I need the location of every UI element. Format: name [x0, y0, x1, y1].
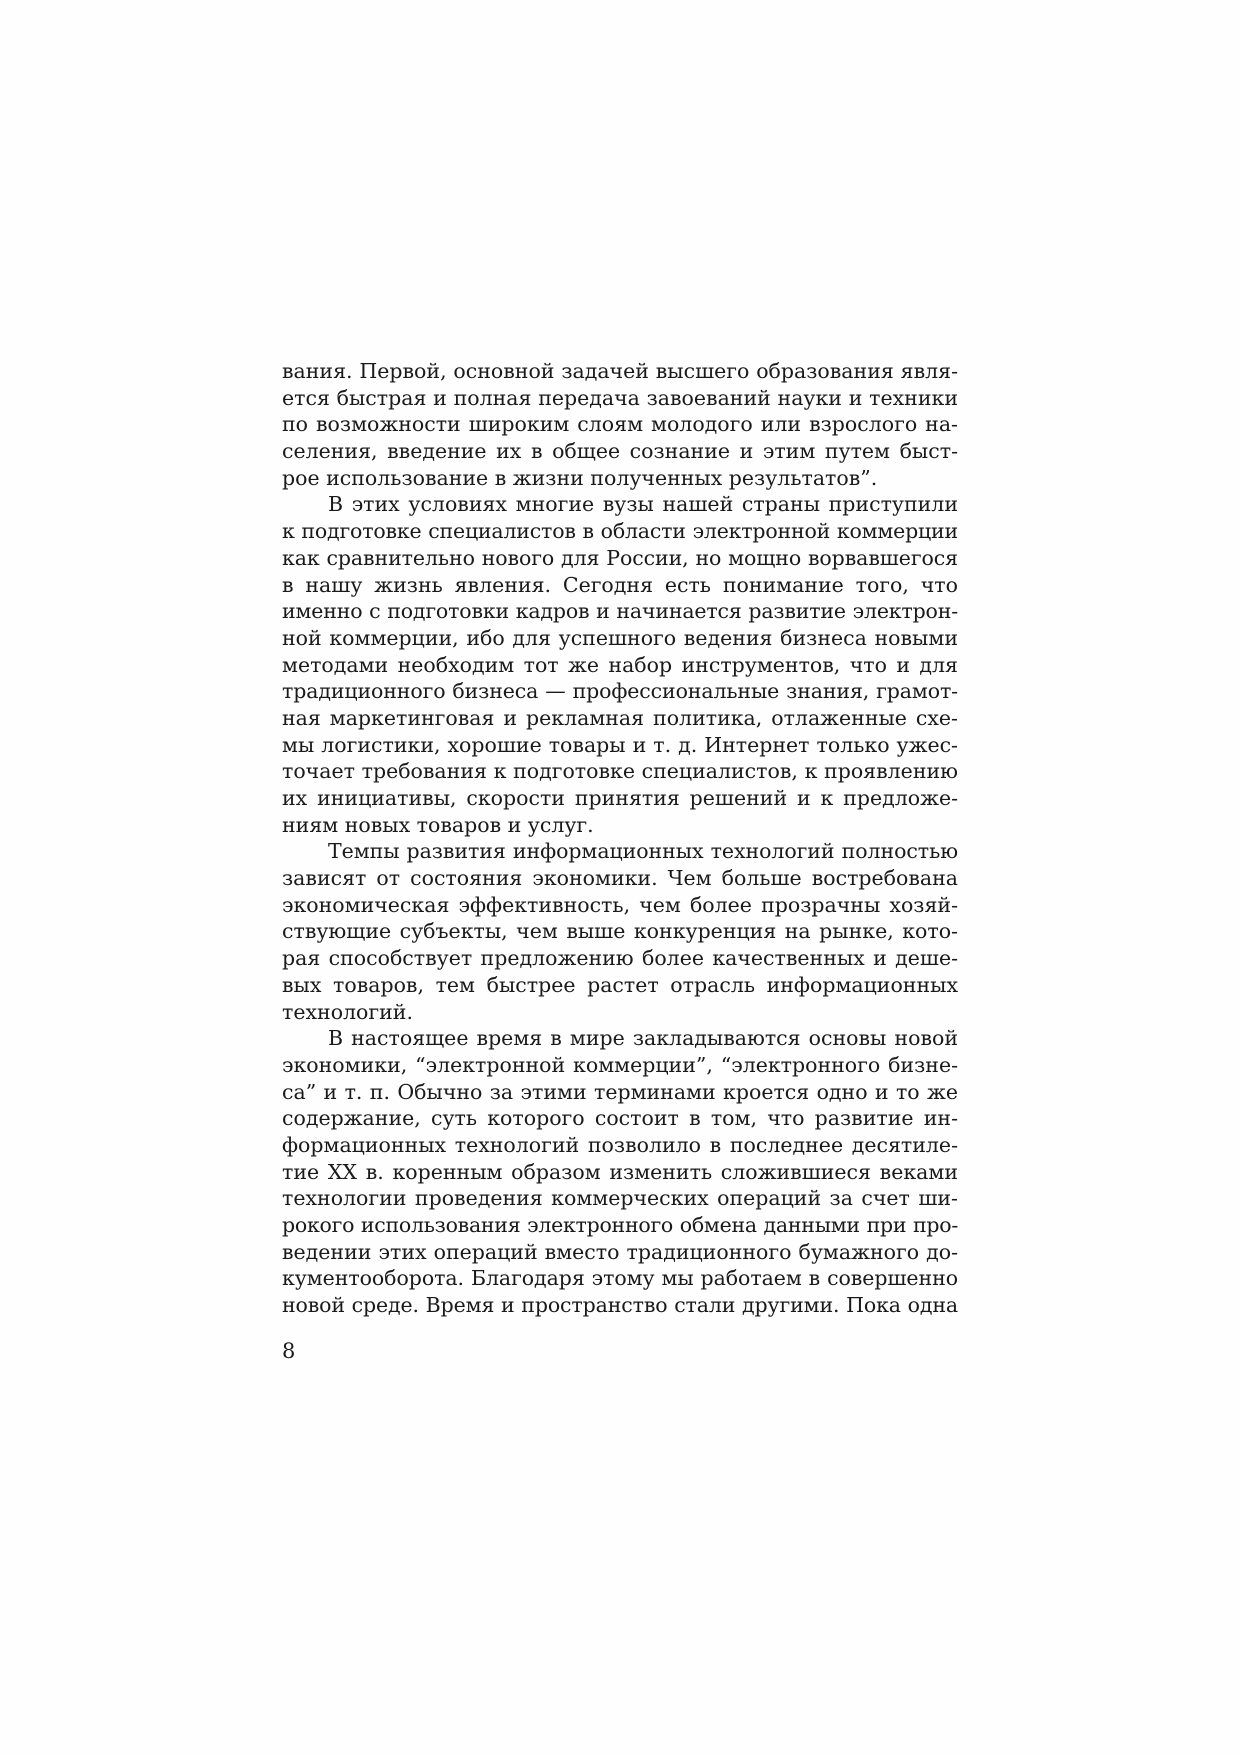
- text-line: как сравнительно нового для России, но мощно ворвавшегося: [282, 545, 958, 570]
- text-line: Темпы развития информационных технологий полностью: [328, 839, 958, 864]
- text-line: ниям новых товаров и услуг.: [282, 812, 594, 837]
- text-line: селения, введение их в общее сознание и этим путем быст-: [282, 439, 958, 464]
- page-number: 8: [282, 1339, 296, 1363]
- text-line: зависят от состояния экономики. Чем больше востребована: [282, 866, 958, 891]
- text-line: формационных технологий позволило в последнее десятиле-: [282, 1132, 958, 1157]
- text-line: методами необходим тот же набор инструментов, что и для: [282, 652, 958, 677]
- text-line: в нашу жизнь явления. Сегодня есть понимание того, что: [282, 572, 958, 597]
- text-line: рое использование в жизни полученных результатов”.: [282, 465, 878, 490]
- text-line: ствующие субъекты, чем выше конкуренция на рынке, кото-: [282, 919, 958, 944]
- text-line: по возможности широким слоям молодого или взрослого на-: [282, 412, 958, 437]
- text-line: точает требования к подготовке специалистов, к проявлению: [282, 759, 958, 784]
- text-line: ется быстрая и полная передача завоеваний науки и техники: [282, 385, 958, 410]
- text-line: кументооборота. Благодаря этому мы работаем в совершенно: [282, 1266, 958, 1291]
- text-line: рокого использования электронного обмена данными при про-: [282, 1213, 958, 1237]
- text-line: технологий.: [282, 999, 413, 1024]
- text-line: экономическая эффективность, чем более прозрачны хозяй-: [282, 892, 958, 917]
- text-line: ной коммерции, ибо для успешного ведения бизнеса новыми: [282, 625, 958, 650]
- paragraph-3: [282, 838, 958, 1025]
- text-line: традиционного бизнеса — профессиональные знания, грамот-: [282, 679, 958, 704]
- body-text: [282, 358, 958, 1319]
- text-line: В этих условиях многие вузы нашей страны приступили: [328, 492, 958, 517]
- text-line: вых товаров, тем быстрее растет отрасль информационных: [282, 972, 958, 997]
- text-line: содержание, суть которого состоит в том, что развитие ин-: [282, 1106, 958, 1131]
- text-line: В настоящее время в мире закладываются основы новой: [328, 1026, 958, 1051]
- text-line: вания. Первой, основной задачей высшего образования явля-: [282, 359, 958, 383]
- paragraph-1: [282, 358, 958, 491]
- text-line: именно с подготовки кадров и начинается развитие электрон-: [282, 599, 958, 624]
- text-line: рая способствует предложению более качественных и деше-: [282, 946, 958, 971]
- text-line: экономики, “электронной коммерции”, “электронного бизне-: [282, 1052, 958, 1077]
- text-line: ная маркетинговая и рекламная политика, отлаженные схе-: [282, 705, 958, 730]
- text-line: тие XX в. коренным образом изменить сложившиеся веками: [282, 1159, 958, 1184]
- text-line: их инициативы, скорости принятия решений и к предложе-: [282, 786, 958, 810]
- text-line: к подготовке специалистов в области электронной коммерции: [282, 519, 958, 544]
- text-line: новой среде. Время и пространство стали другими. Пока одна: [282, 1293, 958, 1318]
- text-line: технологии проведения коммерческих операций за счет ши-: [282, 1186, 958, 1211]
- text-line: са” и т. п. Обычно за этими терминами кроется одно и то же: [282, 1079, 958, 1104]
- text-line: ведении этих операций вместо традиционного бумажного до-: [282, 1239, 958, 1264]
- paragraph-2: [282, 491, 958, 838]
- paragraph-4: [282, 1025, 958, 1319]
- text-line: мы логистики, хорошие товары и т. д. Интернет только ужес-: [282, 732, 958, 757]
